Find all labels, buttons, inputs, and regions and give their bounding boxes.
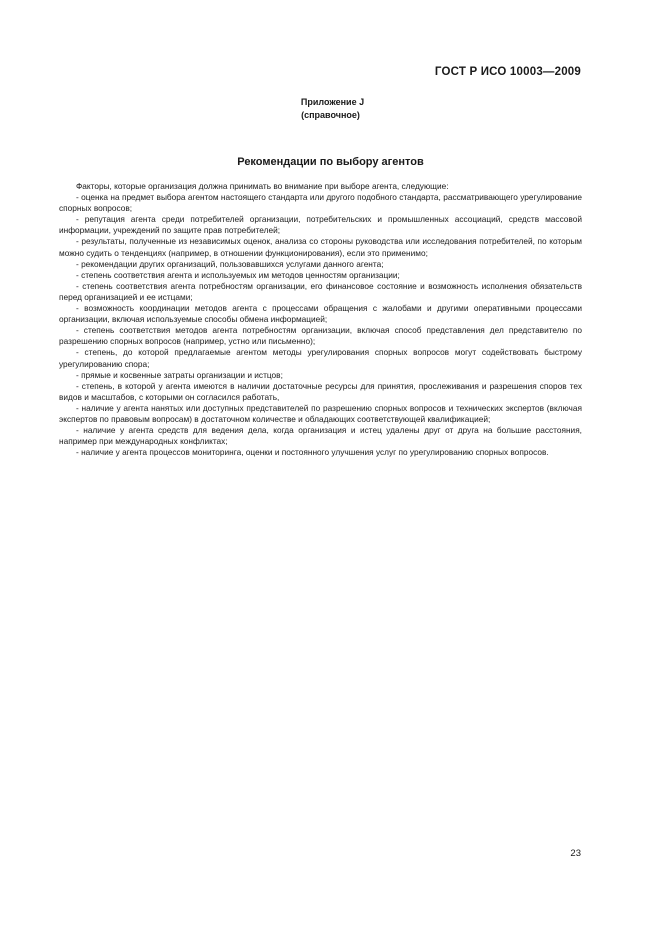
annex-subtitle: (справочное)	[301, 110, 360, 120]
list-item: - степень соответствия агента потребностям организации, его финансовое состояние и возможность исполнения обязательств перед организацией и ее истцами;	[59, 280, 582, 302]
intro-paragraph: Факторы, которые организация должна принимать во внимание при выборе агента, следующие:	[76, 181, 449, 191]
list-item: - наличие у агента нанятых или доступных представителей по разрешению спорных вопросов и технических экспертов (включая экспертов по правовым вопросам) в достаточном количестве и обладающих соответствующей квалификацией;	[59, 402, 582, 424]
list-item: - репутация агента среди потребителей организации, потребительских и промышленных ассоциаций, средств массовой информации, учреждений по защите прав потребителей;	[59, 214, 582, 236]
list-item: - оценка на предмет выбора агентом настоящего стандарта или другого подобного стандарта, рассматривающего урегулирование спорных вопросов;	[59, 192, 582, 214]
list-item: - рекомендации других организаций, пользовавшихся услугами данного агента;	[76, 258, 384, 269]
annex-heading	[0, 96, 661, 122]
list-item: - возможность координации методов агента с процессами обращения с жалобами и другими оперативными процессами организации, включая используемые способы обмена информацией;	[59, 303, 582, 325]
list-item: - степень, в которой у агента имеются в наличии достаточные ресурсы для принятия, прослеживания и разрешения споров тех видов и масштабов, с которыми он согласился работать,	[59, 380, 582, 402]
list-item: - степень соответствия методов агента потребностям организации, включая способ представления дел представителю по разрешению спорных вопросов (например, устно или письменно);	[59, 325, 582, 347]
page-number: 23	[570, 848, 581, 859]
body-text	[59, 181, 582, 458]
list-item: - степень соответствия агента и используемых им методов ценностям организации;	[76, 269, 400, 280]
document-title: Рекомендации по выбору агентов	[237, 156, 424, 168]
list-item: - наличие у агента процессов мониторинга, оценки и постоянного улучшения услуг по урегулированию спорных вопросов.	[76, 447, 549, 458]
standard-code: ГОСТ Р ИСО 10003—2009	[434, 66, 581, 78]
list-item: - результаты, полученные из независимых оценок, анализа со стороны руководства или исследования потребителей, по которым можно судить о тенденциях (например, в отношении функционирования), если это применимо;	[59, 236, 582, 258]
list-item: - наличие у агента средств для ведения дела, когда организация и истец удалены друг от друга на большие расстояния, например при международных конфликтах;	[59, 425, 582, 447]
list-item: - степень, до которой предлагаемые агентом методы урегулирования спорных вопросов могут содействовать быстрому урегулированию спора;	[59, 347, 582, 369]
list-item: - прямые и косвенные затраты организации и истцов;	[76, 369, 283, 380]
annex-title: Приложение J	[300, 97, 365, 107]
